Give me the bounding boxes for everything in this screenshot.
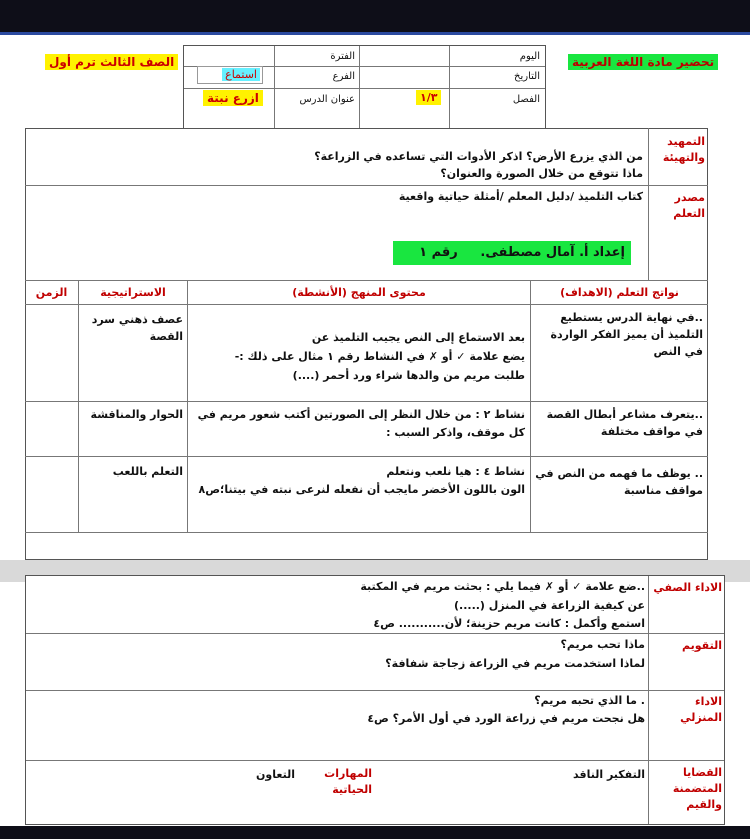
period-label: الفترة — [330, 51, 355, 62]
outcome-text: ..يتعرف مشاعر أبطال القصة في مواقف مختلفة — [546, 408, 703, 438]
date-label: التاريخ — [514, 71, 540, 82]
author-text: إعداد أ. آمال مصطفى. رقم ١ — [419, 245, 625, 260]
table-row — [25, 402, 708, 457]
table-row — [25, 305, 708, 402]
content-line-1: بعد الاستماع إلى النص يجيب التلميذ عن — [311, 331, 525, 344]
source-label: مصدر التعلم — [673, 191, 705, 220]
lesson-value: ازرع نبتة — [203, 91, 263, 105]
content-line-2: كل موقف، واذكر السبب : — [386, 426, 525, 439]
content-line-3: طلبت مريم من والدها شراء ورد أحمر (....) — [292, 369, 525, 382]
day-label: اليوم — [519, 51, 540, 62]
classwork-line-3: استمع وأكمل : كانت مريم حزينة؛ لأن........... ص٤ — [373, 617, 645, 630]
content-line-1: نشاط ٤ : هيا نلعب ونتعلم — [386, 465, 525, 478]
class-value: ١/٣ — [416, 91, 441, 104]
author-highlight — [393, 241, 631, 265]
col-content: محتوى المنهج (الأنشطة) — [292, 286, 426, 299]
intro-label: التمهيد والتهيئة — [662, 135, 705, 164]
col-time: الزمن — [35, 286, 68, 299]
branch-value-box — [197, 66, 263, 84]
header-info-table — [183, 45, 546, 130]
life-skills-label: المهارات الحياتية — [324, 767, 372, 796]
issues-label: القضايا المتضمنة والقيم — [672, 766, 722, 811]
branch-value: استماع — [222, 68, 260, 81]
classwork-line-1: ..ضع علامة ✓ أو ✗ فيما يلي : بحثت مريم في المكتبة — [360, 580, 645, 593]
class-label: الفصل — [512, 94, 540, 105]
table-row — [25, 457, 708, 560]
outcome-text: ..في نهاية الدرس يستطيع التلميذ أن يميز الفكر الواردة في النص — [550, 311, 703, 358]
columns-header-row — [25, 281, 708, 305]
source-text: كتاب التلميذ /دليل المعلم /أمثلة حياتية واقعية — [398, 190, 643, 203]
top-bar — [0, 0, 750, 32]
content-line-2: الون باللون الأخضر مايجب أن نفعله لنرعى نبته في بيتنا؛ص٨ — [198, 483, 525, 496]
bottom-bar — [0, 826, 750, 839]
content-line-1: نشاط ٢ : من خلال النظر إلى الصورتين أكتب شعور مريم في — [197, 408, 525, 421]
grade-label: الصف الثالث ترم أول — [45, 55, 178, 69]
lesson-label: عنوان الدرس — [299, 94, 355, 105]
classwork-label: الاداء الصفي — [653, 581, 722, 594]
strategy-text: الحوار والمناقشة — [90, 408, 183, 421]
intro-row — [25, 128, 708, 186]
strategy-text: عصف ذهني سرد القصة — [91, 313, 183, 343]
intro-line-1: من الذي يزرع الأرض؟ اذكر الأدوات التي تساعده في الزراعة؟ — [314, 150, 643, 163]
evaluation-line-2: لماذا استخدمت مريم في الزراعة زجاجة شفافة؟ — [385, 657, 645, 670]
col-outcomes: نواتج التعلم (الاهداف) — [560, 286, 679, 299]
outcome-text: .. يوظف ما فهمه من النص في مواقف مناسبة — [535, 467, 703, 497]
evaluation-line-1: ماذا تحب مريم؟ — [560, 638, 645, 651]
evaluation-label: التقويم — [682, 639, 722, 652]
homework-line-1: . ما الذي تحبه مريم؟ — [534, 694, 645, 707]
content-line-2: يضع علامة ✓ أو ✗ في النشاط رقم ١ مثال على ذلك :- — [234, 350, 525, 363]
issues-cooperation: التعاون — [256, 768, 295, 781]
issues-critical-thinking: التفكير الناقد — [573, 768, 645, 781]
top-accent-line — [0, 32, 750, 35]
intro-line-2: ماذا تتوقع من خلال الصورة والعنوان؟ — [440, 167, 643, 180]
col-strategy: الاستراتيجية — [100, 286, 166, 299]
classwork-line-2: عن كيفية الزراعة في المنزل (.....) — [454, 599, 645, 612]
homework-label: الاداء المنزلي — [680, 695, 722, 724]
source-row — [25, 186, 708, 281]
branch-label: الفرع — [332, 71, 355, 82]
strategy-text: التعلم باللعب — [112, 465, 183, 478]
homework-line-2: هل نجحت مريم في زراعة الورد في أول الأمر؟ ص٤ — [367, 712, 645, 725]
prep-title: تحضير مادة اللغة العربية — [568, 55, 718, 69]
